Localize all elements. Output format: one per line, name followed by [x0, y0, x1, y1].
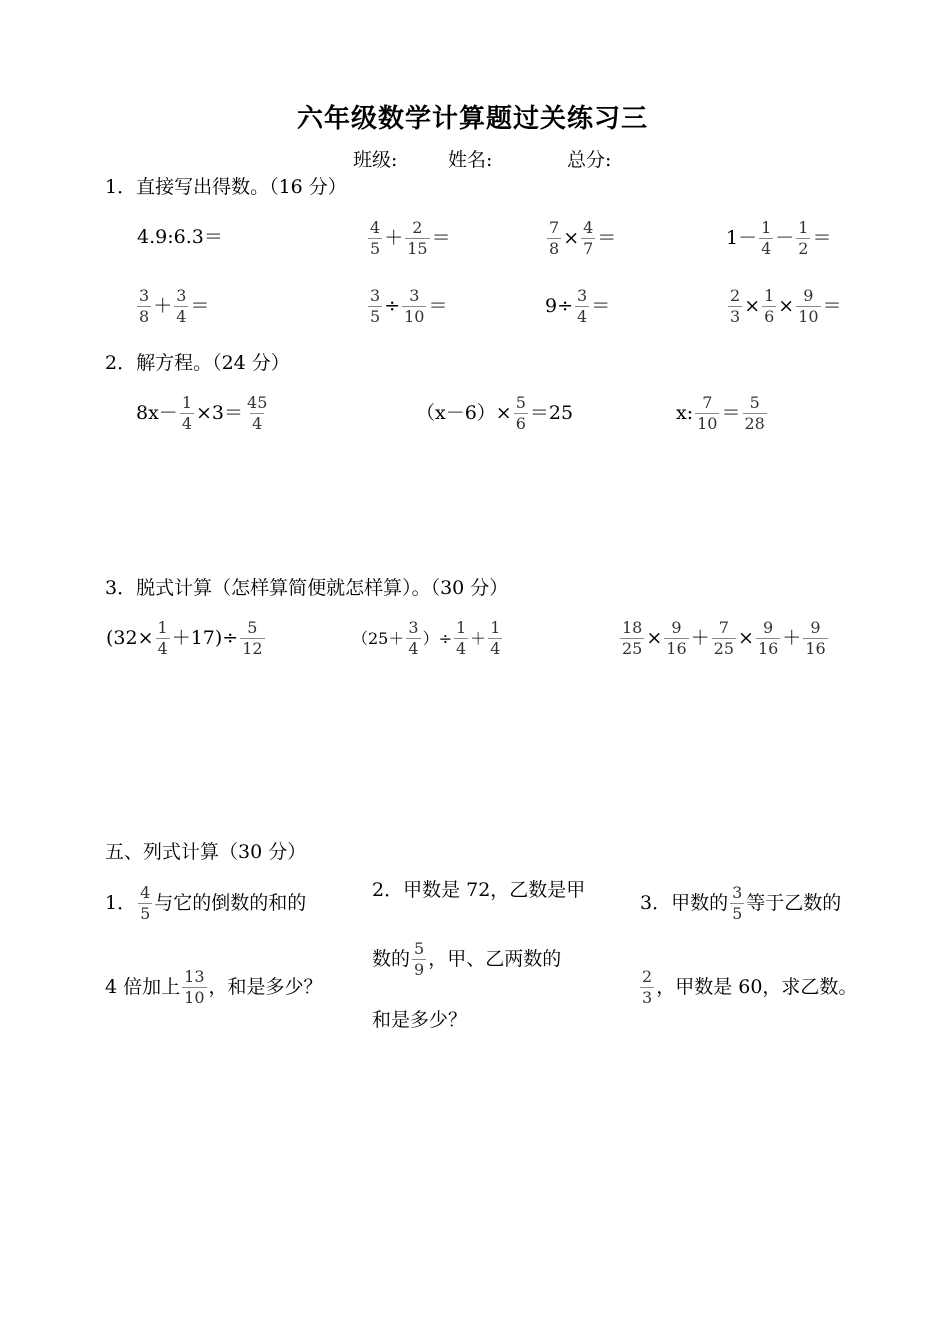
s5-problem-1-line-1: 1． $\frac{4}{5}$ 与它的倒数的和的	[105, 883, 307, 923]
fraction: $\frac{1}{4}$	[761, 218, 772, 258]
fraction: $\frac{2}{3}$	[642, 967, 653, 1007]
fraction: $\frac{5}{6}$	[515, 393, 526, 433]
fraction: $\frac{3}{4}$	[408, 618, 419, 658]
fraction: $\frac{7}{8}$	[549, 218, 560, 258]
fraction: $\frac{5}{9}$	[414, 939, 425, 979]
fraction: $\frac{1}{6}$	[764, 286, 775, 326]
fraction: $\frac{3}{4}$	[176, 286, 187, 326]
fraction: $\frac{7}{25}$	[713, 618, 735, 658]
s5-problem-2-line-2: 数的 $\frac{5}{9}$ ，甲、乙两数的	[372, 939, 562, 979]
fraction: $\frac{18}{25}$	[622, 618, 643, 658]
fraction: $\frac{2}{3}$	[730, 286, 741, 326]
section-2-heading: 2．解方程。（24 分）	[105, 352, 290, 374]
s3-calc-3: $\frac{18}{25}$ × $\frac{9}{16}$ ＋ $\frac{7}{25}$ × $\frac{9}{16}$ ＋ $\frac{9}{16}$	[622, 618, 826, 658]
fraction: $\frac{7}{10}$	[697, 393, 718, 433]
fraction: $\frac{9}{16}$	[666, 618, 687, 658]
page-title: 六年级数学计算题过关练习三	[297, 104, 649, 134]
fraction: $\frac{4}{5}$	[370, 218, 381, 258]
fraction: $\frac{1}{4}$	[455, 618, 467, 658]
s3-calc-1: (32× $\frac{1}{4}$ ＋17)÷ $\frac{5}{12}$	[106, 618, 263, 658]
s1-r1-c2: $\frac{4}{5}$ ＋ $\frac{2}{15}$ ＝	[370, 218, 451, 258]
s3-calc-2: （25＋ $\frac{3}{4}$ ）÷ $\frac{1}{4}$ ＋ $\frac{1}{4}$	[352, 618, 501, 658]
s5-problem-1-line-2: 4 倍加上 $\frac{13}{10}$ ，和是多少？	[105, 967, 323, 1007]
fraction: $\frac{1}{2}$	[798, 218, 809, 258]
fraction: $\frac{1}{4}$	[490, 618, 501, 658]
s5-problem-2-line-1: 2．甲数是 72，乙数是甲	[372, 879, 586, 901]
s1-r2-c3: 9÷ $\frac{3}{4}$ ＝	[545, 286, 611, 326]
fraction: $\frac{3}{5}$	[732, 883, 743, 923]
s1-r2-c1: $\frac{3}{8}$ ＋ $\frac{3}{4}$ ＝	[139, 286, 210, 326]
section-1-heading: 1．直接写出得数。（16 分）	[105, 176, 347, 198]
fraction: $\frac{9}{16}$	[805, 618, 826, 658]
section-5-heading: 五、列式计算（30 分）	[105, 841, 307, 863]
s5-problem-3-line-2: $\frac{2}{3}$ ，甲数是 60，求乙数。	[642, 967, 858, 1007]
fraction: $\frac{4}{7}$	[583, 218, 594, 258]
fraction: $\frac{3}{8}$	[139, 286, 150, 326]
s2-equation-3: x: $\frac{7}{10}$ ＝ $\frac{5}{28}$	[676, 393, 765, 433]
expr-text: 4.9:6.3＝	[137, 226, 223, 248]
s2-equation-1: 8x－ $\frac{1}{4}$ ×3＝ $\frac{45}{4}$	[136, 393, 268, 433]
fraction: $\frac{1}{4}$	[157, 618, 168, 658]
fraction: $\frac{3}{4}$	[577, 286, 588, 326]
s5-problem-3-line-1: 3．甲数的 $\frac{3}{5}$ 等于乙数的	[640, 883, 842, 923]
section-3-heading: 3．脱式计算（怎样算简便就怎样算）。（30 分）	[105, 577, 509, 599]
fraction: $\frac{4}{5}$	[140, 883, 151, 923]
s1-r1-c3: $\frac{7}{8}$ × $\frac{4}{7}$ ＝	[549, 218, 617, 258]
fraction: $\frac{2}{15}$	[407, 218, 428, 258]
fraction: $\frac{45}{4}$	[247, 393, 268, 433]
s5-problem-2-line-3: 和是多少？	[372, 1009, 468, 1031]
name-label: 姓名:	[448, 149, 493, 171]
s1-r2-c2: $\frac{3}{5}$ ÷ $\frac{3}{10}$ ＝	[370, 286, 448, 326]
fraction: $\frac{9}{16}$	[757, 618, 779, 658]
fraction: $\frac{13}{10}$	[184, 967, 205, 1007]
s1-r2-c4: $\frac{2}{3}$ × $\frac{1}{6}$ × $\frac{9}{10}$ ＝	[730, 286, 842, 326]
fraction: $\frac{5}{28}$	[744, 393, 765, 433]
fraction: $\frac{9}{10}$	[798, 286, 819, 326]
fraction: $\frac{3}{5}$	[370, 286, 381, 326]
s1-r1-c4: 1－ $\frac{1}{4}$ － $\frac{1}{2}$ ＝	[726, 218, 832, 258]
s2-equation-2: （x－6）× $\frac{5}{6}$ ＝25	[416, 393, 574, 433]
fraction: $\frac{3}{10}$	[404, 286, 425, 326]
fraction: $\frac{1}{4}$	[181, 393, 192, 433]
s1-r1-c1	[137, 228, 223, 247]
class-label: 班级:	[353, 149, 398, 171]
score-label: 总分:	[567, 149, 612, 171]
fraction: $\frac{5}{12}$	[242, 618, 263, 658]
